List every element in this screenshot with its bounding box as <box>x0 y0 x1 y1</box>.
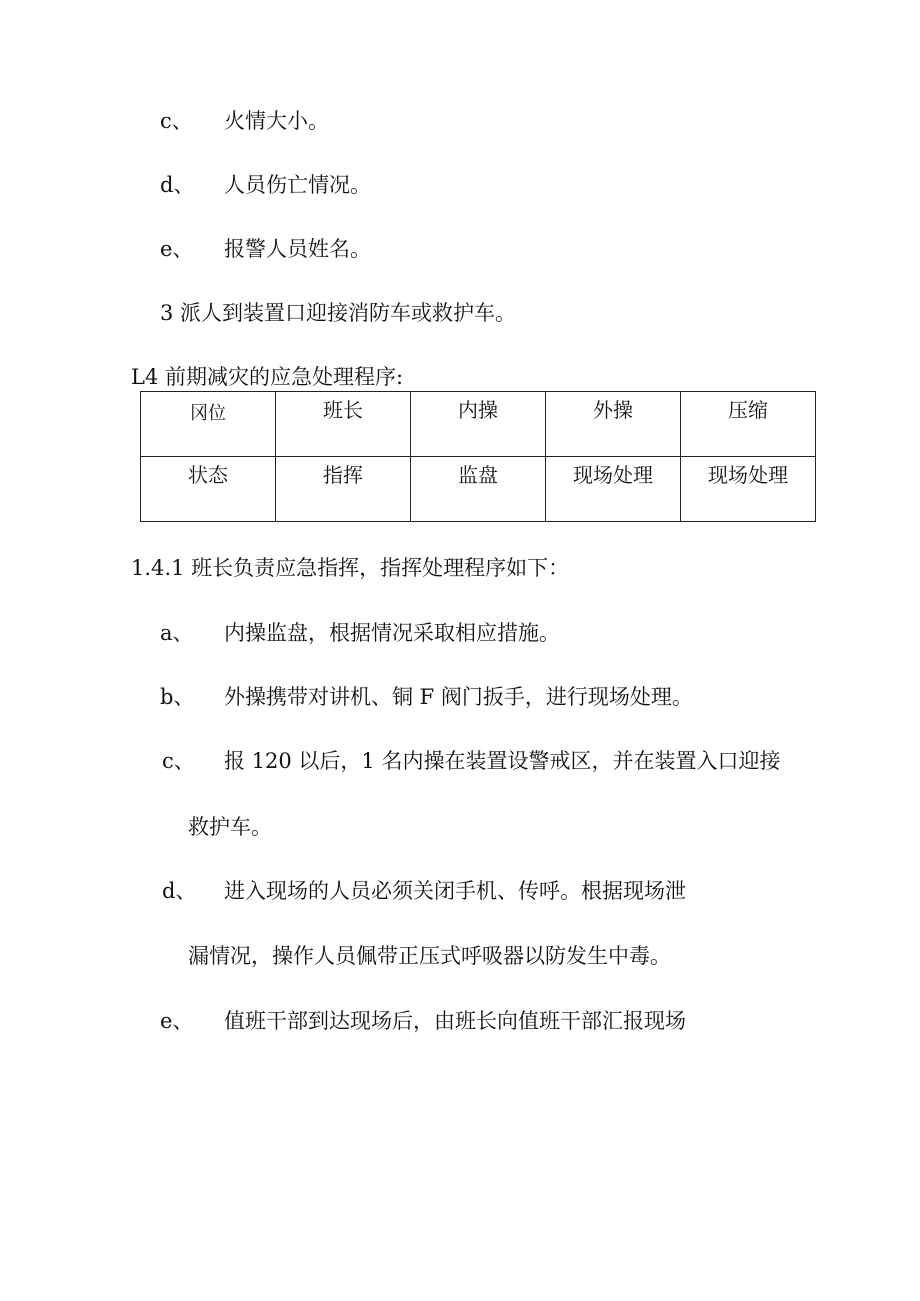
list-text: 人员伤亡情况。 <box>224 173 371 197</box>
table-row <box>141 392 816 457</box>
list-marker: a、 <box>160 621 194 645</box>
table-cell: 压缩 <box>681 392 816 457</box>
table-cell: 外操 <box>546 392 681 457</box>
table-cell: 状态 <box>141 457 276 522</box>
table-cell: 监盘 <box>411 457 546 522</box>
role-status-table <box>140 391 816 522</box>
table-cell: 现场处理 <box>546 457 681 522</box>
list-marker: c、 <box>160 109 193 133</box>
table-cell: 班长 <box>276 392 411 457</box>
list-marker: c、 <box>162 749 195 773</box>
list-marker: e、 <box>160 1009 194 1033</box>
table-cell: 内操 <box>411 392 546 457</box>
list-text: 报警人员姓名。 <box>224 237 371 261</box>
list-marker: b、 <box>160 685 195 709</box>
subsection-heading: 1.4.1 班长负责应急指挥，指挥处理程序如下： <box>131 556 570 580</box>
list-text: 内操监盘，根据情况采取相应措施。 <box>224 621 560 645</box>
table-row <box>141 457 816 522</box>
table-cell: 指挥 <box>276 457 411 522</box>
table-cell: 现场处理 <box>681 457 816 522</box>
list-marker: e、 <box>160 237 194 261</box>
section-heading: L4 前期减灾的应急处理程序: <box>131 365 404 389</box>
step-3-paragraph: 3 派人到装置口迎接消防车或救护车。 <box>160 301 517 325</box>
list-marker: d、 <box>160 173 195 197</box>
list-text: 值班干部到达现场后，由班长向值班干部汇报现场 <box>224 1009 686 1033</box>
list-text-continuation: 漏情况，操作人员佩带正压式呼吸器以防发生中毒。 <box>188 944 671 968</box>
table-cell: 冈位 <box>141 392 276 457</box>
list-text: 进入现场的人员必须关闭手机、传呼。根据现场泄 <box>224 879 686 903</box>
list-text: 外操携带对讲机、铜 F 阀门扳手，进行现场处理。 <box>224 685 693 709</box>
list-text-continuation: 救护车。 <box>188 815 272 839</box>
list-text: 报 120 以后，1 名内操在装置设警戒区，并在装置入口迎接 <box>224 749 781 773</box>
list-marker: d、 <box>162 879 197 903</box>
list-text: 火情大小。 <box>224 109 329 133</box>
